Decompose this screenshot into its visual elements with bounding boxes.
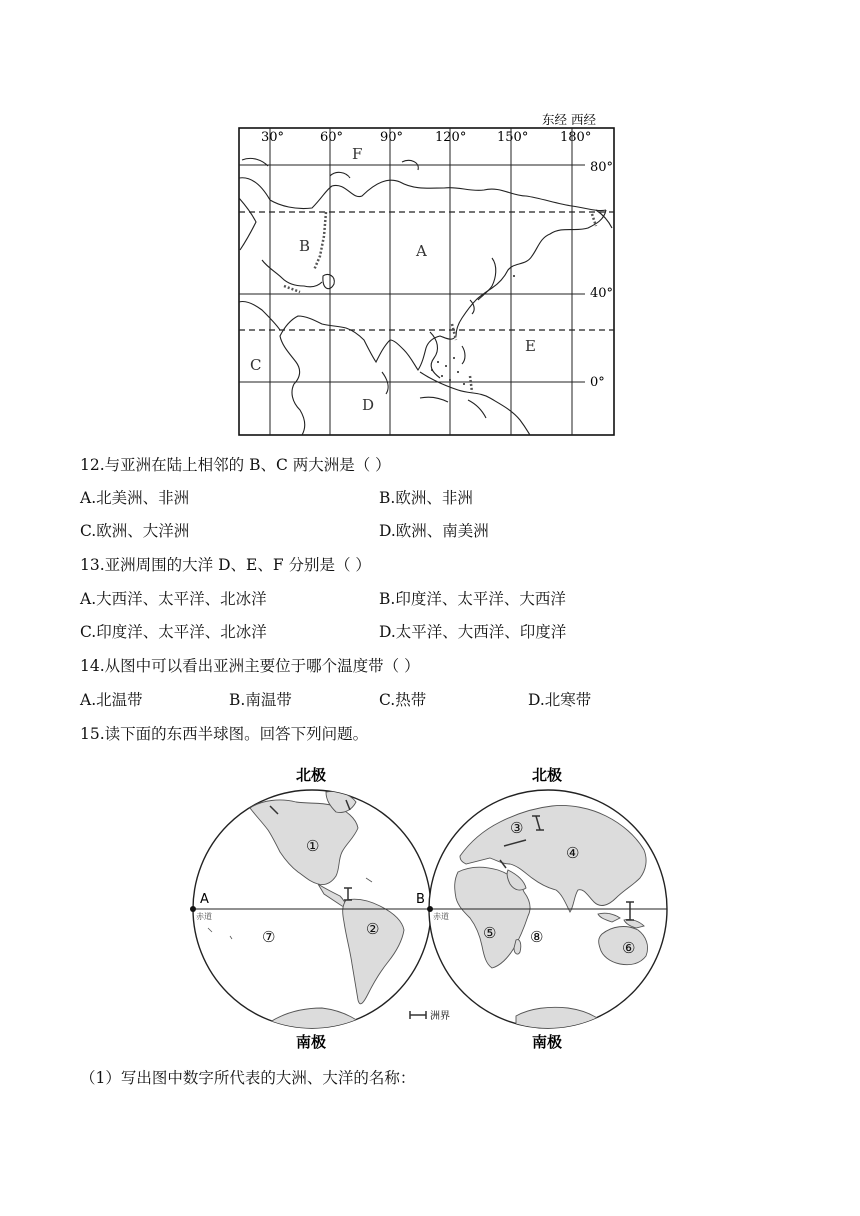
region-label-c: C <box>250 356 262 374</box>
question-13-option-b[interactable]: B.印度洋、太平洋、大西洋 <box>379 590 566 608</box>
question-14-option-c[interactable]: C.热带 <box>379 691 427 709</box>
east-north-pole-label: 北极 <box>532 766 563 784</box>
marker-6: ⑥ <box>622 939 636 957</box>
question-13-option-c[interactable]: C.印度洋、太平洋、北冰洋 <box>80 623 267 641</box>
lon-label-150: 150° <box>497 130 529 145</box>
west-north-pole-label: 北极 <box>296 766 327 784</box>
question-13-stem: 13.亚洲周围的大洋 D、E、F 分别是（ ） <box>80 556 371 574</box>
question-15-part-1-stem: （1）写出图中数字所代表的大洲、大洋的名称： <box>80 1069 416 1087</box>
map1-frame <box>239 128 614 435</box>
lon-label-120: 120° <box>435 130 467 145</box>
west-equator-label: 赤道 <box>196 912 212 921</box>
hemispheres-map <box>0 760 860 1060</box>
lon-label-90: 90° <box>380 130 404 145</box>
lat-label-80: 80° <box>590 160 614 175</box>
region-label-b: B <box>299 237 311 255</box>
west-south-pole-label: 南极 <box>296 1033 327 1051</box>
question-14-option-a[interactable]: A.北温带 <box>80 691 143 709</box>
question-12-option-a[interactable]: A.北美洲、非洲 <box>80 489 190 507</box>
marker-3: ③ <box>510 819 524 837</box>
lon-label-30: 30° <box>261 130 285 145</box>
question-15-stem: 15.读下面的东西半球图。回答下列问题。 <box>80 725 369 743</box>
eastern-hemisphere <box>429 790 667 1032</box>
east-equator-label: 赤道 <box>433 912 449 921</box>
asia-coastlines <box>239 158 612 435</box>
question-14-option-b[interactable]: B.南温带 <box>229 691 292 709</box>
western-hemisphere <box>193 790 431 1032</box>
question-12-stem: 12.与亚洲在陆上相邻的 B、C 两大洲是（ ） <box>80 456 391 474</box>
question-13-option-a[interactable]: A.大西洋、太平洋、北冰洋 <box>80 590 267 608</box>
point-a-label: A <box>200 892 209 907</box>
asia-continental-border <box>284 212 596 392</box>
east-south-pole-label: 南极 <box>532 1033 563 1051</box>
question-14-option-d[interactable]: D.北寒带 <box>528 691 592 709</box>
lat-label-0: 0° <box>590 375 605 390</box>
lon-label-180: 180° <box>560 130 592 145</box>
map1-lon-header: 东经 西经 <box>542 112 596 127</box>
region-label-a: A <box>416 242 427 260</box>
marker-1: ① <box>306 837 320 855</box>
question-14-stem: 14.从图中可以看出亚洲主要位于哪个温度带（ ） <box>80 657 420 675</box>
lat-label-40: 40° <box>590 286 614 301</box>
marker-5: ⑤ <box>483 924 497 942</box>
region-label-d: D <box>362 396 375 414</box>
marker-2: ② <box>366 920 380 938</box>
asia-map <box>0 0 860 445</box>
region-label-f: F <box>352 145 363 163</box>
marker-7: ⑦ <box>262 928 276 946</box>
lon-label-60: 60° <box>320 130 344 145</box>
point-b-label: B <box>416 892 425 907</box>
question-12-option-b[interactable]: B.欧洲、非洲 <box>379 489 473 507</box>
question-12-option-d[interactable]: D.欧洲、南美洲 <box>379 522 489 540</box>
legend-label: 洲界 <box>430 1011 450 1022</box>
continent-border-legend <box>410 1009 450 1022</box>
region-label-e: E <box>525 337 536 355</box>
question-13-option-d[interactable]: D.太平洋、大西洋、印度洋 <box>379 623 567 641</box>
marker-4: ④ <box>566 844 580 862</box>
question-12-option-c[interactable]: C.欧洲、大洋洲 <box>80 522 190 540</box>
marker-8: ⑧ <box>530 928 544 946</box>
